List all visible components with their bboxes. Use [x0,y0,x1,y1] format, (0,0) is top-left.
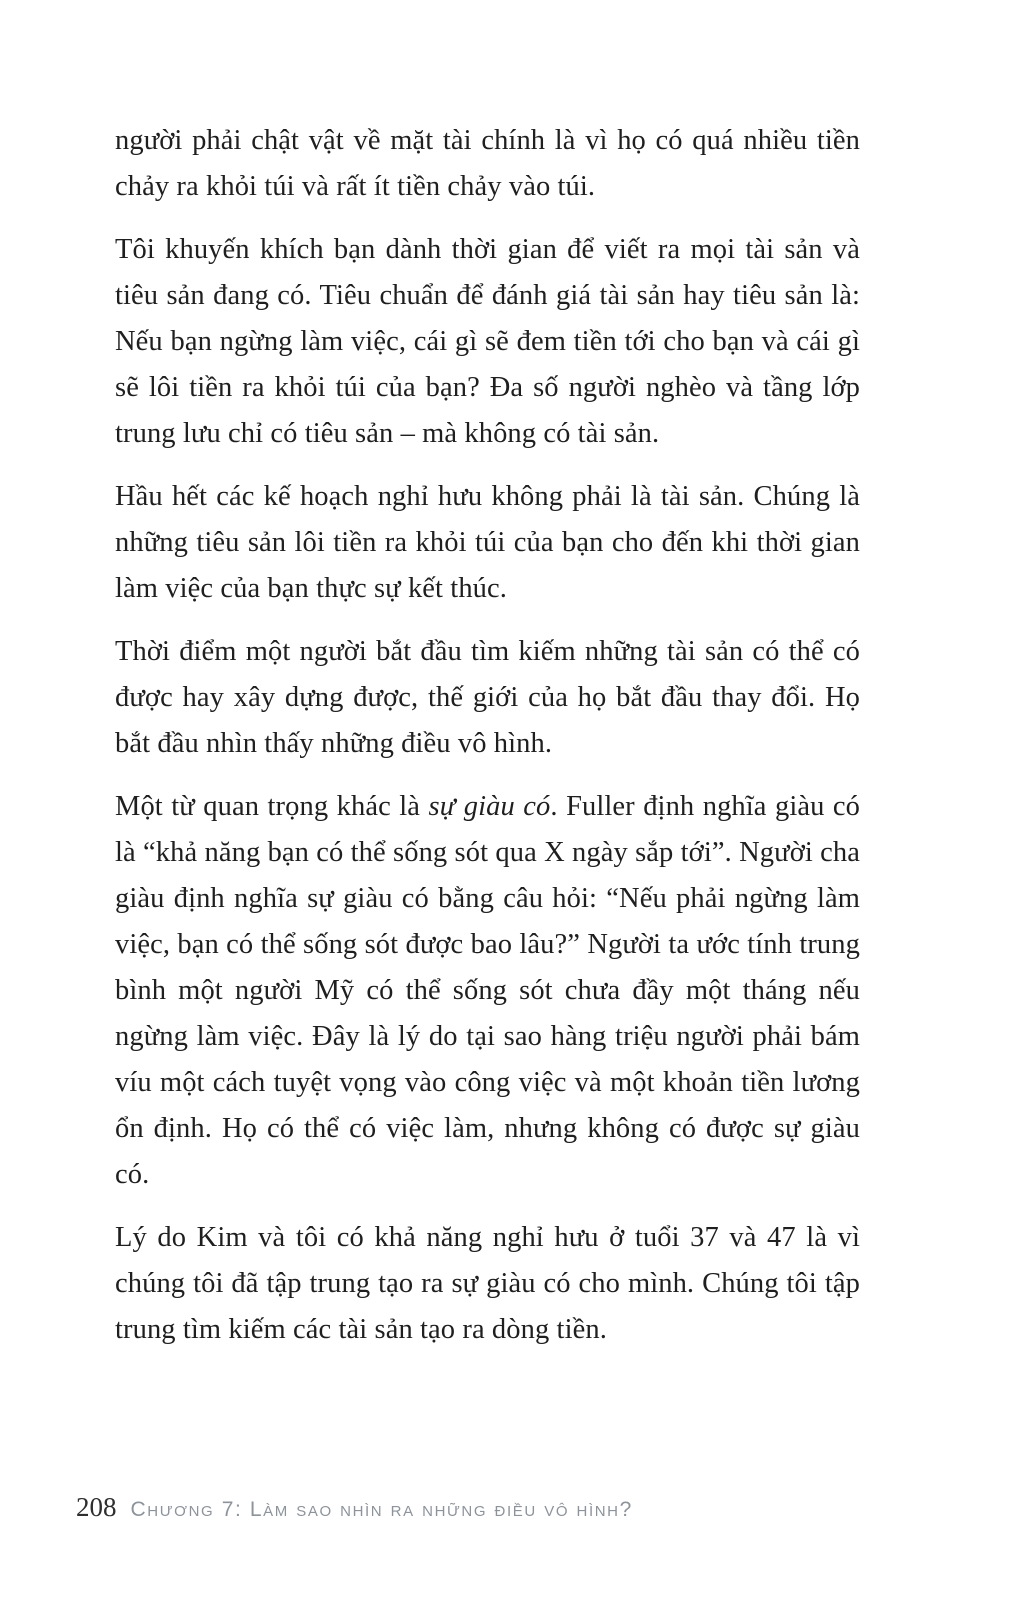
page-footer [76,1492,946,1523]
paragraph [115,227,860,457]
paragraph [115,784,860,1198]
paragraph [115,1215,860,1353]
text-block [115,118,860,1370]
paragraph [115,474,860,612]
body-text: Lý do Kim và tôi có khả năng nghỉ hưu ở tuổi 37 và 47 là vì chúng tôi đã tập trung tạo ra sự giàu có cho mình. Chúng tôi tập trung tìm kiếm các tài sản tạo ra dòng tiền. [115,1222,860,1345]
emphasized-text: sự giàu có [428,791,551,822]
page-number: 208 [76,1492,117,1522]
body-text: Thời điểm một người bắt đầu tìm kiếm những tài sản có thể có được hay xây dựng được, thế giới của họ bắt đầu thay đổi. Họ bắt đầu nhìn thấy những điều vô hình. [115,636,860,759]
chapter-running-head: Chương 7: Làm sao nhìn ra những điều vô hình? [130,1498,633,1521]
paragraph [115,118,860,210]
body-text: người phải chật vật về mặt tài chính là vì họ có quá nhiều tiền chảy ra khỏi túi và rất ít tiền chảy vào túi. [115,125,860,202]
paragraph [115,629,860,767]
body-text: Hầu hết các kế hoạch nghỉ hưu không phải là tài sản. Chúng là những tiêu sản lôi tiền ra khỏi túi của bạn cho đến khi thời gian làm việc của bạn thực sự kết thúc. [115,481,860,604]
body-text: Tôi khuyến khích bạn dành thời gian để viết ra mọi tài sản và tiêu sản đang có. Tiêu chuẩn để đánh giá tài sản hay tiêu sản là: Nếu bạn ngừng làm việc, cái gì sẽ đem tiền tới cho bạn và cái gì sẽ lôi tiền ra khỏi túi của bạn? Đa số người nghèo và tầng lớp trung lưu chỉ có tiêu sản – mà không có tài sản. [115,234,860,449]
body-text: Một từ quan trọng khác là [115,791,429,822]
body-text: . Fuller định nghĩa giàu có là “khả năng bạn có thể sống sót qua X ngày sắp tới”. Người cha giàu định nghĩa sự giàu có bằng câu hỏi: “Nếu phải ngừng làm việc, bạn có thể sống sót được bao lâu?” Người ta ước tính trung bình một người Mỹ có thể sống sót chưa đầy một tháng nếu ngừng làm việc. Đây là lý do tại sao hàng triệu người phải bám víu một cách tuyệt vọng vào công việc và một khoản tiền lương ổn định. Họ có thể có việc làm, nhưng không có được sự giàu có. [115,791,861,1190]
